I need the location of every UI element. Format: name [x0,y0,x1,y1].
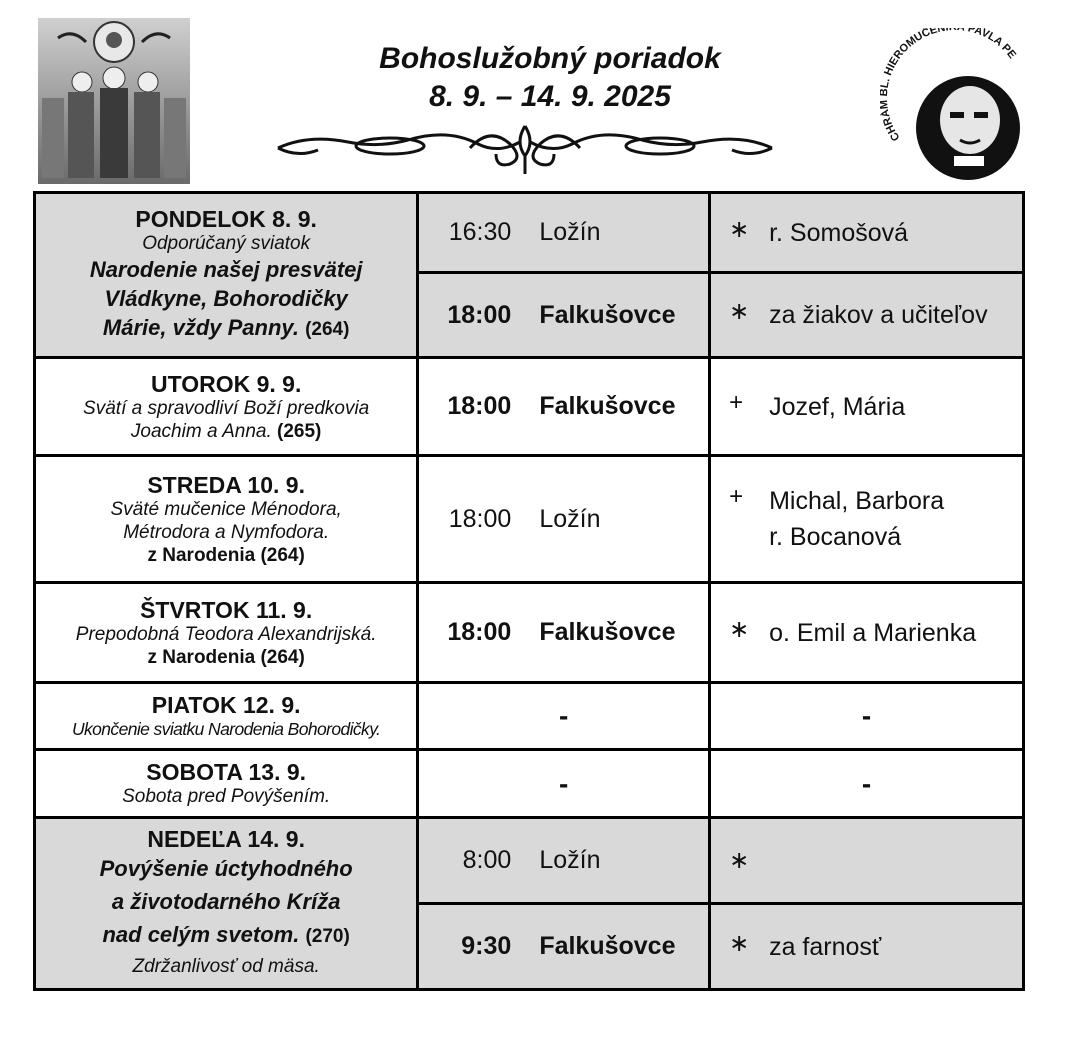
feast-line: Narodenie našej presvätej [89,257,363,282]
intention-text: r. Somošová [769,218,909,247]
time-cell [418,904,710,990]
day-cell [35,456,418,583]
feast-line: Vládkyne, Bohorodičky [104,286,348,311]
service-place: Falkušovce [539,300,676,329]
day-name: SOBOTA 13. 9. [146,759,307,785]
day-name: ŠTVRTOK 11. 9. [140,596,313,623]
hymn-ref: z Narodenia (264) [147,646,305,668]
church-logo [880,28,1030,193]
no-service-dash: - [559,700,569,731]
service-place: Ložín [539,218,601,246]
logo-arc-text: CHRÁ L. HIEROMUČEN PAVLA PE [880,28,1019,143]
no-intention-dash: - [861,700,872,731]
feast-line: Márie, vždy Panny. [102,315,299,340]
hymn-ref: (265) [277,420,322,442]
intention-cell [710,904,1024,990]
table-row [35,193,1024,273]
intention-symbol: + [729,483,744,510]
time-cell [418,193,710,273]
intention-symbol: + [729,388,744,416]
service-time: 18:00 [447,392,512,420]
feast-line: Povýšenie úctyhodného [99,856,353,881]
table-row [35,683,1024,750]
day-name: PIATOK 12. 9. [151,691,301,718]
day-cell [35,193,418,358]
day-subtitle: Ukončenie sviatku Narodenia Bohorodičky. [71,718,381,739]
day-cell [35,818,418,990]
page-title [320,40,780,116]
day-name: NEDEĽA 14. 9. [147,826,305,852]
intention-symbol: ∗ [729,929,750,957]
intention-cell [710,683,1024,750]
service-time: 8:00 [462,846,512,874]
day-cell [35,358,418,456]
intention-text: za žiakov a učiteľov [769,301,988,329]
day-subtitle: Métrodora a Nymfodora. [123,521,330,543]
intention-text: za farnosť [769,932,882,961]
hymn-ref: (264) [305,319,350,340]
intention-text: o. Emil a Marienka [769,618,977,647]
fasting-note: Zdržanlivosť od mäsa. [132,956,320,977]
time-cell [418,683,710,750]
no-service-dash: - [559,767,569,799]
time-cell [418,456,710,583]
day-subtitle: Odporúčaný sviatok [142,233,311,254]
title-text: Bohoslužobný poriadok [379,42,721,75]
table-row [35,456,1024,583]
intention-text: r. Bocanová [769,523,902,551]
service-time: 18:00 [448,504,512,533]
day-subtitle: Sobota pred Povýšením. [122,786,331,807]
no-intention-dash: - [861,767,872,799]
schedule-table [33,191,1025,991]
day-subtitle: Sväté mučenice Ménodora, [110,498,342,520]
service-time: 9:30 [461,932,512,960]
day-subtitle: Prepodobná Teodora Alexandrijská. [75,623,377,645]
day-name: PONDELOK 8. 9. [135,206,317,232]
day-cell [35,583,418,683]
service-place: Ložín [539,846,601,874]
day-cell [35,750,418,818]
time-cell [418,358,710,456]
intention-cell [710,583,1024,683]
intention-cell [710,273,1024,358]
day-subtitle: Svätí a spravodliví Boží predkovia [83,397,370,419]
service-time: 16:30 [448,218,512,246]
table-row [35,583,1024,683]
date-range: 8. 9. – 14. 9. 2025 [429,80,671,113]
feast-line: nad celým svetom. [102,922,300,947]
day-cell [35,683,418,750]
service-time: 18:00 [447,300,512,329]
ornament-divider [270,118,780,183]
day-name: STREDA 10. 9. [147,471,305,498]
intention-symbol: ∗ [729,298,750,325]
intention-cell [710,456,1024,583]
feast-line: a životodarného Kríža [111,889,341,914]
time-cell [418,273,710,358]
intention-symbol: ∗ [729,215,750,243]
service-place: Falkušovce [539,618,676,646]
intention-cell [710,358,1024,456]
intention-cell [710,193,1024,273]
service-place: Falkušovce [539,392,676,420]
day-subtitle: Joachim a Anna. [130,420,272,442]
table-row [35,818,1024,904]
intention-cell [710,818,1024,904]
intention-text: Michal, Barbora [769,487,945,515]
intention-text: Jozef, Mária [769,392,906,421]
time-cell [418,750,710,818]
intention-symbol: ∗ [729,847,750,874]
hymn-ref: z Narodenia (264) [147,544,305,566]
service-place: Falkušovce [539,932,676,960]
intention-cell [710,750,1024,818]
service-place: Ložín [539,504,601,533]
intention-symbol: ∗ [729,615,750,643]
service-time: 18:00 [447,618,512,646]
time-cell [418,583,710,683]
day-name: UTOROK 9. 9. [150,370,302,397]
table-row [35,358,1024,456]
hymn-ref: (270) [305,926,350,947]
icon-image [38,18,190,189]
time-cell [418,818,710,904]
table-row [35,750,1024,818]
